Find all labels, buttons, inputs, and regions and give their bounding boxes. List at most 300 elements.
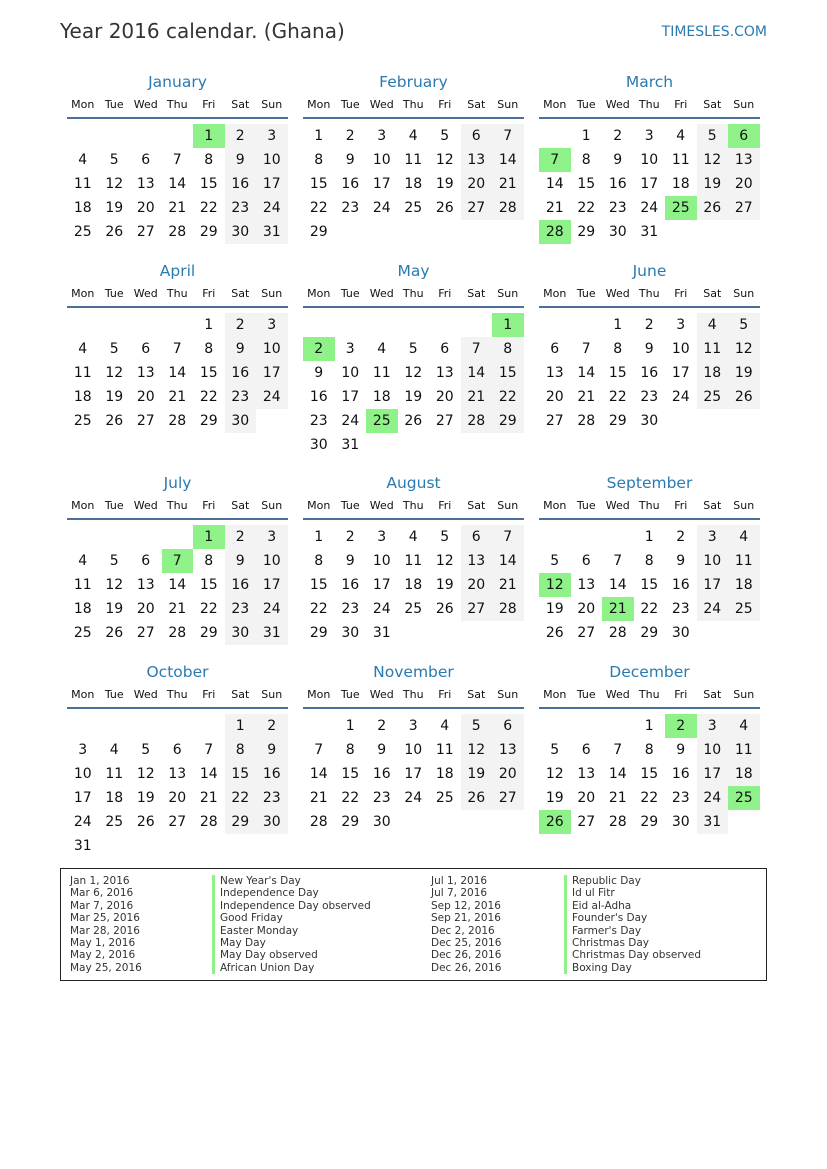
weekday-label: Tue (340, 287, 360, 300)
day-cell: 27 (136, 413, 155, 429)
day-cell: 8 (644, 553, 654, 569)
day-cell: 22 (640, 790, 659, 806)
day-cell: 8 (314, 152, 324, 168)
day-cell: 26 (734, 389, 753, 405)
weekday-header (539, 496, 760, 520)
page-title: Year 2016 calendar. (Ghana) (60, 19, 345, 43)
day-cell: 22 (199, 389, 218, 405)
day-cell: 21 (498, 176, 517, 192)
day-grid (303, 709, 524, 859)
day-grid (67, 308, 288, 458)
day-cell: 9 (345, 553, 355, 569)
day-cell: 24 (372, 601, 391, 617)
day-cell: 28 (608, 625, 627, 641)
day-cell: 5 (408, 341, 418, 357)
day-cell: 3 (377, 128, 387, 144)
day-cell: 18 (703, 365, 722, 381)
day-cell: 18 (73, 601, 92, 617)
day-cell: 1 (613, 317, 623, 333)
day-cell: 8 (613, 341, 623, 357)
day-cell: 6 (172, 742, 182, 758)
holiday-name: New Year's Day (220, 875, 301, 887)
day-cell: 8 (503, 341, 513, 357)
holiday-name: Boxing Day (572, 961, 632, 974)
day-cell: 16 (671, 766, 690, 782)
weekday-label: Tue (104, 287, 124, 300)
holiday-name: Independence Day (220, 887, 319, 900)
day-cell: 10 (73, 766, 92, 782)
month-december (539, 662, 760, 859)
day-cell: 31 (73, 838, 92, 854)
day-cell: 16 (231, 577, 250, 593)
weekday-label: Wed (133, 688, 158, 701)
day-cell: 29 (341, 814, 360, 830)
day-cell: 30 (608, 224, 627, 240)
day-cell: 26 (703, 200, 722, 216)
day-cell: 1 (345, 718, 355, 734)
day-cell: 23 (671, 601, 690, 617)
day-cell: 5 (471, 718, 481, 734)
holiday-date: Sep 21, 2016 (431, 912, 501, 925)
day-cell: 19 (467, 766, 486, 782)
day-grid (539, 308, 760, 458)
day-cell: 3 (408, 718, 418, 734)
weekday-label: Sat (231, 688, 250, 701)
day-cell: 20 (577, 790, 596, 806)
month-august (303, 473, 524, 670)
weekday-header (303, 95, 524, 119)
holiday-name: Founder's Day (572, 912, 648, 925)
day-cell: 11 (73, 176, 92, 192)
day-cell: 14 (498, 152, 517, 168)
weekday-label: Thu (166, 688, 188, 701)
day-grid (303, 308, 524, 458)
day-cell: 10 (262, 553, 281, 569)
weekday-header (303, 496, 524, 520)
weekday-label: Sun (497, 688, 519, 701)
day-cell: 25 (734, 601, 753, 617)
day-cell: 4 (109, 742, 119, 758)
day-cell: 18 (734, 577, 753, 593)
weekday-label: Tue (576, 98, 596, 111)
weekday-label: Fri (674, 688, 688, 701)
day-cell: 11 (372, 365, 391, 381)
month-march (539, 72, 760, 269)
day-cell: 20 (136, 601, 155, 617)
day-cell: 16 (262, 766, 281, 782)
day-cell: 18 (734, 766, 753, 782)
day-cell: 10 (703, 553, 722, 569)
day-cell: 15 (640, 766, 659, 782)
weekday-header (303, 284, 524, 308)
day-cell: 30 (262, 814, 281, 830)
weekday-label: Fri (202, 688, 216, 701)
day-cell: 22 (199, 200, 218, 216)
day-cell: 17 (341, 389, 360, 405)
weekday-label: Tue (104, 499, 124, 512)
holiday-day-cell: 25 (728, 786, 760, 810)
day-cell: 26 (435, 200, 454, 216)
day-cell: 18 (372, 389, 391, 405)
day-cell: 27 (467, 601, 486, 617)
day-cell: 6 (141, 553, 151, 569)
day-cell: 12 (136, 766, 155, 782)
day-cell: 21 (199, 790, 218, 806)
day-cell: 15 (199, 577, 218, 593)
day-cell: 26 (404, 413, 423, 429)
day-cell: 16 (640, 365, 659, 381)
day-grid (303, 520, 524, 670)
day-cell: 2 (345, 128, 355, 144)
brand-link[interactable]: TIMESLES.COM (661, 24, 767, 40)
day-cell: 13 (168, 766, 187, 782)
day-cell: 30 (231, 625, 250, 641)
day-cell: 19 (734, 365, 753, 381)
day-cell: 14 (168, 577, 187, 593)
day-cell: 29 (199, 224, 218, 240)
day-cell: 16 (341, 176, 360, 192)
day-cell: 29 (640, 814, 659, 830)
weekday-header (67, 496, 288, 520)
month-september (539, 473, 760, 670)
day-cell: 12 (467, 742, 486, 758)
weekday-label: Sat (467, 499, 486, 512)
day-cell: 29 (309, 224, 328, 240)
day-cell: 19 (435, 577, 454, 593)
day-cell: 24 (703, 790, 722, 806)
weekday-label: Thu (638, 688, 660, 701)
weekday-label: Sat (231, 499, 250, 512)
day-cell: 20 (435, 389, 454, 405)
holiday-day-cell: 6 (728, 124, 760, 148)
weekday-label: Sun (261, 98, 283, 111)
day-cell: 10 (404, 742, 423, 758)
weekday-label: Sun (733, 98, 755, 111)
holiday-day-cell: 7 (539, 148, 571, 172)
day-cell: 25 (73, 625, 92, 641)
weekday-label: Sat (467, 287, 486, 300)
holiday-date: May 25, 2016 (70, 961, 142, 974)
weekday-label: Sat (703, 98, 722, 111)
weekday-label: Sun (733, 287, 755, 300)
day-cell: 7 (581, 341, 591, 357)
day-cell: 10 (262, 341, 281, 357)
day-cell: 26 (545, 625, 564, 641)
day-cell: 23 (231, 389, 250, 405)
day-cell: 7 (471, 341, 481, 357)
day-cell: 12 (703, 152, 722, 168)
weekday-header (539, 284, 760, 308)
weekday-label: Fri (438, 287, 452, 300)
day-cell: 29 (608, 413, 627, 429)
day-cell: 20 (545, 389, 564, 405)
day-cell: 19 (703, 176, 722, 192)
holiday-name: Eid al-Adha (572, 899, 632, 912)
day-cell: 8 (204, 152, 214, 168)
holiday-dates-left (70, 875, 142, 974)
day-cell: 19 (435, 176, 454, 192)
weekday-label: Thu (166, 499, 188, 512)
day-cell: 19 (545, 601, 564, 617)
day-cell: 31 (341, 437, 360, 453)
weekday-label: Wed (133, 499, 158, 512)
day-cell: 21 (498, 577, 517, 593)
day-cell: 6 (581, 742, 591, 758)
day-cell: 31 (372, 625, 391, 641)
day-cell: 29 (231, 814, 250, 830)
day-grid (67, 119, 288, 269)
month-october (67, 662, 288, 859)
day-cell: 14 (168, 365, 187, 381)
day-cell: 9 (345, 152, 355, 168)
day-cell: 7 (172, 341, 182, 357)
day-cell: 17 (262, 577, 281, 593)
holiday-day-cell: 25 (665, 196, 697, 220)
day-cell: 9 (676, 553, 686, 569)
weekday-label: Fri (438, 98, 452, 111)
day-cell: 11 (435, 742, 454, 758)
day-cell: 6 (141, 152, 151, 168)
day-cell: 10 (640, 152, 659, 168)
weekday-label: Mon (307, 98, 331, 111)
weekday-label: Thu (638, 287, 660, 300)
day-cell: 17 (372, 176, 391, 192)
day-cell: 2 (345, 529, 355, 545)
day-cell: 5 (109, 553, 119, 569)
holiday-names-left (220, 875, 371, 974)
day-cell: 20 (136, 389, 155, 405)
day-cell: 17 (404, 766, 423, 782)
month-january (67, 72, 288, 269)
day-cell: 27 (734, 200, 753, 216)
weekday-label: Tue (576, 688, 596, 701)
day-cell: 18 (404, 176, 423, 192)
day-grid (67, 520, 288, 670)
weekday-label: Fri (202, 98, 216, 111)
day-cell: 4 (739, 718, 749, 734)
holiday-date: Mar 6, 2016 (70, 887, 134, 900)
weekday-label: Fri (674, 499, 688, 512)
day-cell: 3 (267, 317, 277, 333)
day-cell: 6 (471, 529, 481, 545)
day-cell: 25 (404, 601, 423, 617)
day-cell: 24 (671, 389, 690, 405)
day-cell: 29 (309, 625, 328, 641)
day-cell: 20 (467, 176, 486, 192)
weekday-header (539, 685, 760, 709)
day-cell: 17 (262, 176, 281, 192)
day-cell: 12 (435, 553, 454, 569)
day-cell: 27 (545, 413, 564, 429)
month-title: June (632, 262, 667, 280)
day-cell: 7 (503, 128, 513, 144)
day-cell: 7 (613, 553, 623, 569)
day-cell: 5 (739, 317, 749, 333)
month-title: October (146, 663, 209, 681)
day-cell: 17 (703, 766, 722, 782)
day-cell: 9 (644, 341, 654, 357)
day-cell: 24 (372, 200, 391, 216)
day-cell: 27 (136, 625, 155, 641)
day-cell: 27 (136, 224, 155, 240)
day-cell: 13 (545, 365, 564, 381)
day-cell: 14 (199, 766, 218, 782)
weekday-label: Fri (202, 499, 216, 512)
holiday-name: Independence Day observed (220, 899, 371, 912)
day-cell: 31 (640, 224, 659, 240)
day-grid (303, 119, 524, 269)
day-cell: 20 (136, 200, 155, 216)
day-cell: 18 (671, 176, 690, 192)
day-cell: 21 (608, 790, 627, 806)
weekday-label: Mon (71, 98, 95, 111)
weekday-label: Mon (71, 688, 95, 701)
holiday-day-cell: 25 (366, 409, 398, 433)
holiday-day-cell: 1 (492, 313, 524, 337)
weekday-label: Mon (71, 499, 95, 512)
weekday-label: Sun (733, 688, 755, 701)
holiday-date: Jul 7, 2016 (431, 887, 488, 900)
day-cell: 4 (78, 553, 88, 569)
weekday-label: Thu (402, 499, 424, 512)
day-cell: 31 (262, 625, 281, 641)
day-cell: 31 (262, 224, 281, 240)
weekday-label: Wed (369, 688, 394, 701)
day-cell: 4 (408, 128, 418, 144)
day-cell: 25 (703, 389, 722, 405)
holiday-name: Republic Day (572, 875, 641, 887)
day-cell: 9 (676, 742, 686, 758)
day-cell: 12 (105, 176, 124, 192)
day-cell: 10 (703, 742, 722, 758)
day-cell: 26 (105, 413, 124, 429)
day-cell: 2 (235, 317, 245, 333)
weekday-label: Tue (340, 688, 360, 701)
day-cell: 13 (136, 176, 155, 192)
day-cell: 12 (105, 577, 124, 593)
day-cell: 23 (341, 200, 360, 216)
day-cell: 4 (707, 317, 717, 333)
day-cell: 12 (105, 365, 124, 381)
month-may (303, 261, 524, 458)
day-cell: 17 (262, 365, 281, 381)
holiday-date: Dec 26, 2016 (431, 949, 502, 962)
day-cell: 13 (577, 577, 596, 593)
holiday-marker-right (564, 875, 567, 974)
day-cell: 3 (676, 317, 686, 333)
day-cell: 8 (644, 742, 654, 758)
day-cell: 27 (467, 200, 486, 216)
weekday-label: Mon (71, 287, 95, 300)
weekday-label: Fri (438, 499, 452, 512)
month-april (67, 261, 288, 458)
weekday-label: Mon (543, 499, 567, 512)
day-cell: 1 (204, 317, 214, 333)
day-cell: 11 (703, 341, 722, 357)
day-cell: 15 (309, 577, 328, 593)
day-cell: 11 (73, 365, 92, 381)
day-cell: 6 (503, 718, 513, 734)
weekday-label: Tue (104, 688, 124, 701)
day-cell: 22 (640, 601, 659, 617)
day-cell: 30 (231, 413, 250, 429)
day-cell: 10 (341, 365, 360, 381)
weekday-label: Sun (497, 287, 519, 300)
day-cell: 4 (676, 128, 686, 144)
day-cell: 28 (498, 200, 517, 216)
holiday-date: Dec 25, 2016 (431, 936, 502, 949)
day-cell: 29 (498, 413, 517, 429)
day-cell: 2 (676, 529, 686, 545)
day-cell: 27 (498, 790, 517, 806)
holiday-day-cell: 12 (539, 573, 571, 597)
weekday-label: Mon (307, 688, 331, 701)
day-cell: 23 (341, 601, 360, 617)
day-cell: 28 (309, 814, 328, 830)
day-cell: 5 (550, 553, 560, 569)
weekday-label: Sat (231, 98, 250, 111)
day-grid (539, 119, 760, 269)
weekday-label: Thu (402, 688, 424, 701)
day-cell: 1 (644, 529, 654, 545)
day-cell: 10 (372, 152, 391, 168)
day-grid (539, 709, 760, 859)
day-cell: 1 (644, 718, 654, 734)
day-cell: 25 (435, 790, 454, 806)
weekday-label: Tue (576, 499, 596, 512)
day-cell: 9 (267, 742, 277, 758)
weekday-label: Sat (467, 688, 486, 701)
holiday-day-cell: 26 (539, 810, 571, 834)
day-cell: 21 (577, 389, 596, 405)
day-cell: 26 (105, 224, 124, 240)
day-cell: 3 (267, 529, 277, 545)
day-cell: 15 (577, 176, 596, 192)
holiday-date: Jan 1, 2016 (70, 875, 130, 887)
day-cell: 15 (341, 766, 360, 782)
holiday-day-cell: 2 (303, 337, 335, 361)
day-cell: 26 (435, 601, 454, 617)
day-cell: 25 (73, 224, 92, 240)
weekday-label: Tue (104, 98, 124, 111)
holiday-date: Jul 1, 2016 (431, 875, 488, 887)
day-cell: 8 (204, 341, 214, 357)
weekday-label: Thu (638, 499, 660, 512)
day-cell: 8 (314, 553, 324, 569)
day-cell: 18 (105, 790, 124, 806)
month-title: August (386, 474, 441, 492)
day-cell: 28 (608, 814, 627, 830)
day-cell: 31 (703, 814, 722, 830)
day-cell: 11 (734, 553, 753, 569)
day-cell: 19 (404, 389, 423, 405)
weekday-label: Wed (605, 499, 630, 512)
day-cell: 1 (235, 718, 245, 734)
day-cell: 19 (136, 790, 155, 806)
holiday-name: May Day (220, 936, 266, 949)
day-cell: 14 (498, 553, 517, 569)
day-cell: 27 (577, 814, 596, 830)
day-cell: 17 (703, 577, 722, 593)
day-cell: 26 (136, 814, 155, 830)
day-cell: 14 (608, 577, 627, 593)
day-cell: 8 (235, 742, 245, 758)
day-cell: 23 (262, 790, 281, 806)
day-cell: 9 (377, 742, 387, 758)
day-cell: 20 (498, 766, 517, 782)
weekday-header (539, 95, 760, 119)
day-cell: 14 (545, 176, 564, 192)
